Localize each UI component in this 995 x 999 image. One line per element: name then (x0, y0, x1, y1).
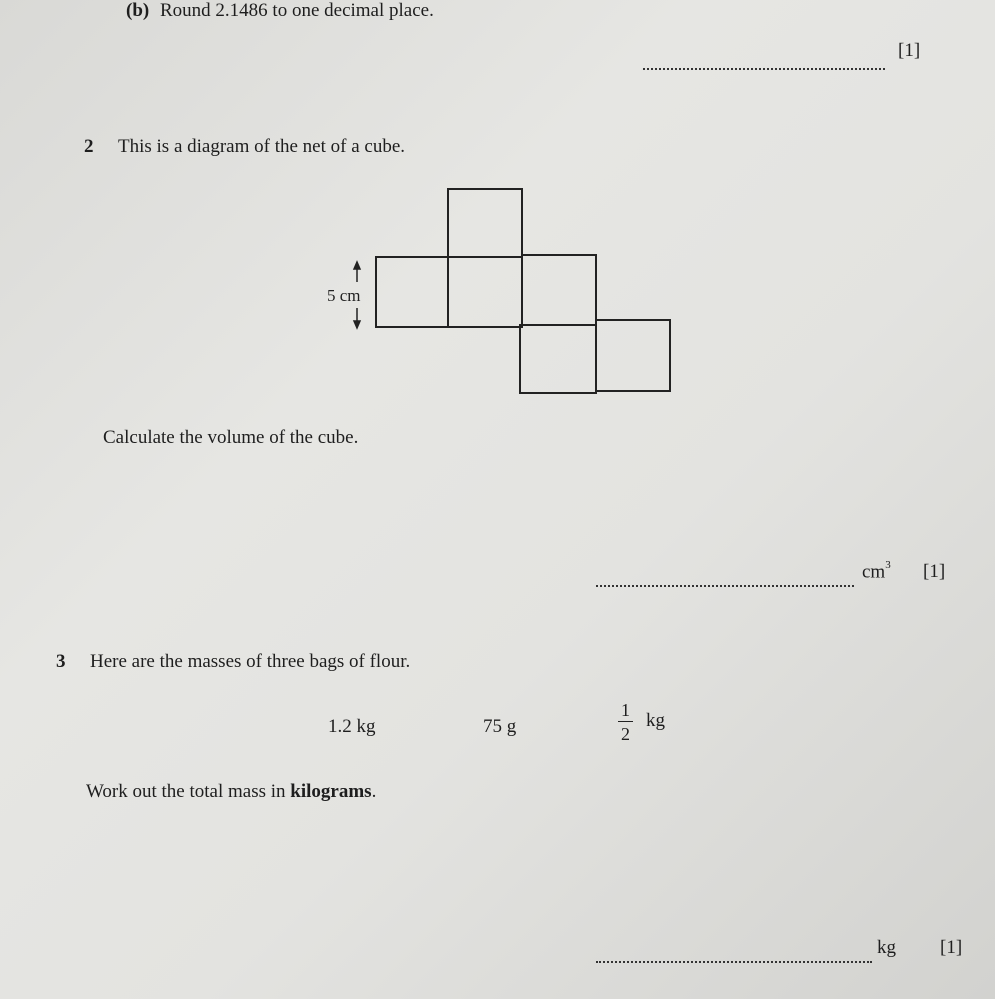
cube-net-diagram (0, 0, 995, 420)
question-2-text: This is a diagram of the net of a cube. (118, 136, 406, 157)
marks-3: [1] (940, 937, 963, 958)
mass-1: 1.2 kg (328, 716, 376, 737)
question-3-number: 3 (56, 651, 66, 672)
net-square-far-right (596, 320, 670, 391)
question-2-instruction: Calculate the volume of the cube. (103, 427, 359, 448)
net-square-top (448, 189, 522, 257)
unit-kg: kg (877, 937, 896, 958)
mass-3-fraction (618, 701, 633, 743)
answer-line-3[interactable] (596, 961, 872, 963)
fraction-denominator: 2 (621, 724, 630, 744)
marks-2: [1] (923, 561, 946, 582)
net-square-center (448, 257, 522, 327)
question-3-text: Here are the masses of three bags of flour. (90, 651, 411, 672)
fraction-numerator: 1 (618, 701, 633, 722)
question-3-instruction: Work out the total mass in kilograms. (86, 781, 377, 802)
net-square-bottom (520, 325, 596, 393)
net-square-right (522, 255, 596, 325)
answer-line-2[interactable] (596, 585, 854, 587)
part-b-label: (b) (126, 0, 150, 21)
unit-cm3: $cm^3$ (862, 559, 891, 583)
question-2-number: 2 (84, 136, 94, 157)
mass-3-unit: kg (646, 710, 665, 731)
net-square-left (376, 257, 448, 327)
marks-b: [1] (898, 40, 921, 61)
mass-2: 75 g (483, 716, 517, 737)
part-b-question: Round 2.1486 to one decimal place. (160, 0, 434, 21)
dimension-label: 5 cm (327, 286, 361, 305)
